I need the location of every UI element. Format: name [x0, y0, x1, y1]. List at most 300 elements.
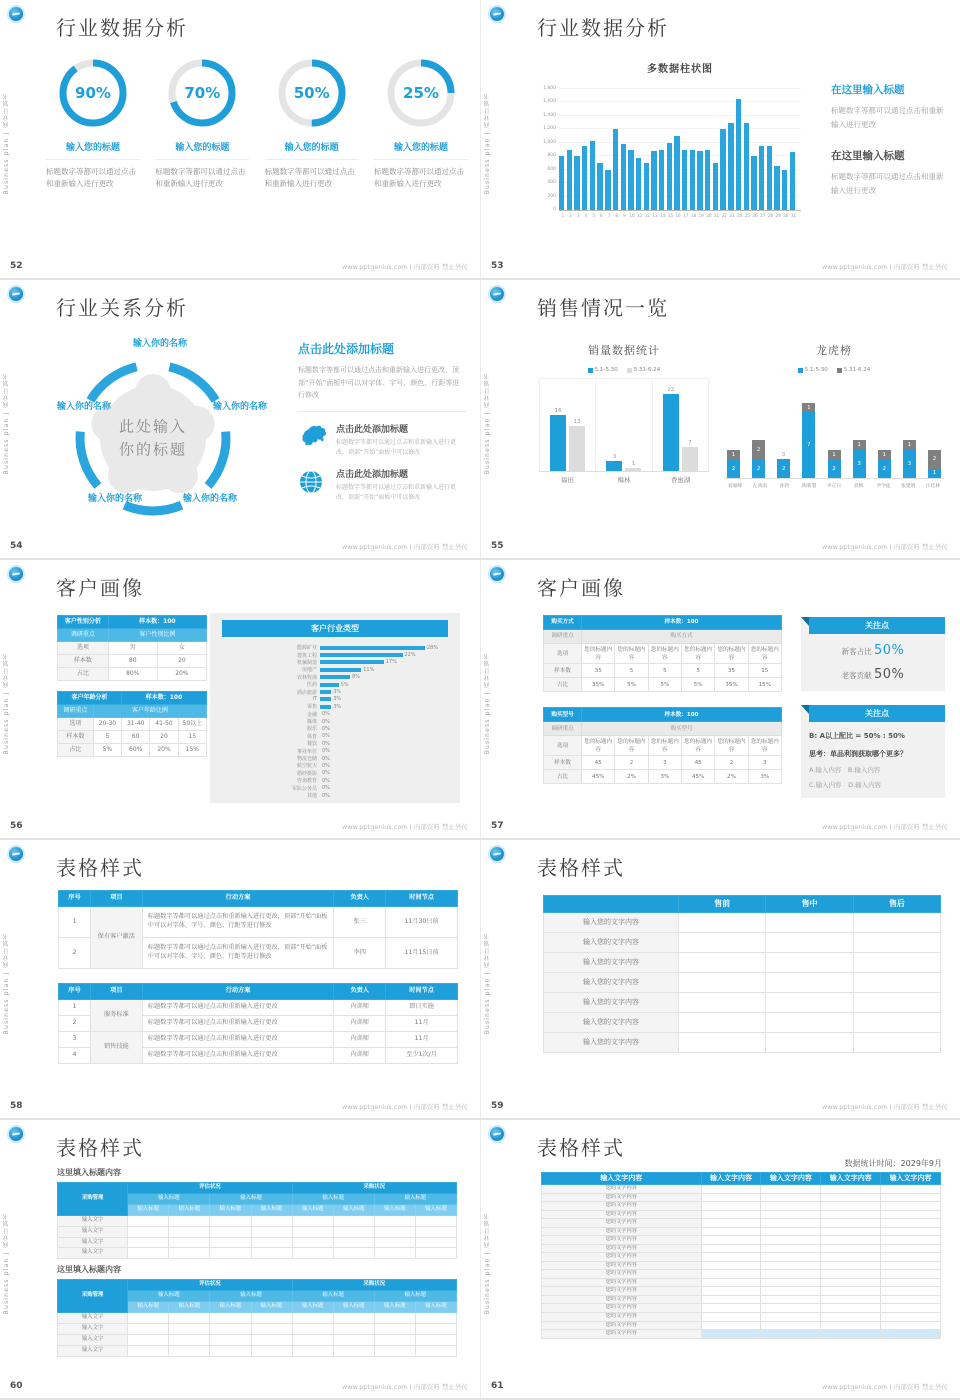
- cell: [881, 1185, 941, 1194]
- cell: [210, 1226, 251, 1237]
- slide-52[interactable]: [0, 0, 480, 278]
- action-plan-tables: [58, 890, 458, 1078]
- cell: [881, 1312, 941, 1321]
- cell: [821, 1244, 881, 1253]
- cell: 输入标题: [210, 1205, 251, 1216]
- cell: [821, 1287, 881, 1296]
- panel-header: 关注点: [809, 617, 945, 634]
- hbar-chart-title: 客户行业类型: [222, 620, 448, 637]
- x-tick-label: 刘嘉峰: [727, 484, 743, 489]
- side-watermark: Business plan | 商业计划书: [484, 372, 491, 475]
- header-cell: 行动方案: [142, 984, 334, 1000]
- cell: 输入您的文字内容: [544, 913, 679, 933]
- cell: 输入标题: [128, 1291, 210, 1302]
- bar: [320, 675, 350, 679]
- bar: [682, 447, 698, 472]
- hbar-row: [220, 733, 450, 740]
- donut-item: [265, 56, 359, 191]
- x-tick-label: 18: [690, 213, 697, 218]
- cell: [169, 1237, 210, 1248]
- cell: [374, 1226, 415, 1237]
- data-tables: [57, 615, 207, 767]
- cell: 输入文字: [58, 1226, 128, 1237]
- section-heading: 点击此处添加标题: [298, 342, 395, 356]
- cell: [374, 1237, 415, 1248]
- cell: [761, 1304, 821, 1313]
- cell: 输入您的文字内容: [544, 1013, 679, 1033]
- cell: [210, 1248, 251, 1259]
- legend-label: 5.31-6.24: [843, 367, 871, 373]
- side-watermark: Business plan | 商业计划书: [484, 652, 491, 755]
- cell: 您的文字内容: [542, 1287, 702, 1296]
- slide-59[interactable]: [480, 840, 960, 1118]
- cell: [701, 1295, 761, 1304]
- x-tick-label: 7: [607, 213, 611, 218]
- x-tick-label: 11: [637, 213, 643, 218]
- bar: [605, 170, 610, 210]
- slide-61[interactable]: [480, 1120, 960, 1398]
- cell: 15%: [178, 744, 206, 757]
- donut-title: 输入您的标题: [46, 140, 140, 160]
- cell: [761, 1193, 821, 1202]
- cell: 3: [748, 756, 781, 770]
- segment-bottom: 7: [802, 412, 815, 478]
- header-cell: 采购管理: [58, 1280, 128, 1313]
- cell: [333, 1313, 374, 1324]
- hbar-label: 房地产: [301, 667, 317, 674]
- page-number: 56: [10, 821, 23, 831]
- cell: [881, 1304, 941, 1313]
- cell: [766, 973, 853, 993]
- stacked-bar: [853, 440, 866, 478]
- cell: 张三: [334, 907, 386, 938]
- hbar-row: [220, 762, 450, 769]
- donut-title: 输入您的标题: [265, 140, 359, 160]
- y-tick-label: 0: [553, 207, 556, 212]
- y-tick-label: 800: [547, 153, 556, 159]
- page-number: 55: [491, 541, 504, 551]
- x-tick-label: 14: [660, 213, 666, 218]
- side-watermark: Business plan | 商业计划书: [484, 1212, 491, 1315]
- cell: 41-50: [150, 718, 178, 731]
- slide-60[interactable]: [0, 1120, 480, 1398]
- segment-top: 1: [727, 450, 740, 459]
- value-label: 0%: [322, 711, 330, 718]
- value-label: 17%: [385, 659, 397, 666]
- bar: [621, 144, 626, 210]
- footer-text: www.pptgenius.com | 内部资料 禁止外传: [341, 543, 468, 551]
- cell: 您的标题内容: [748, 644, 781, 664]
- cell: 您的文字内容: [542, 1244, 702, 1253]
- segment-top: 2: [928, 450, 941, 469]
- cell: 标题数字等都可以通过点击和重新输入进行更改，顶部“开始”面板中可以对字体、字号、颜色、行距等进行修改: [142, 907, 334, 938]
- value-label: 0%: [322, 733, 330, 740]
- slide-58[interactable]: [0, 840, 480, 1118]
- header-cell: 样本数：100: [108, 616, 206, 629]
- hbar-row: [220, 777, 450, 784]
- bar: [682, 150, 687, 211]
- table-caption: 这里填入标题内容: [57, 1265, 121, 1275]
- cell: [881, 1227, 941, 1236]
- header-cell: 输入文字内容: [881, 1173, 941, 1185]
- legend-label: 5.31-6.24: [633, 367, 661, 373]
- hbar-label: 其他: [306, 793, 317, 799]
- cell: 1: [59, 1000, 91, 1016]
- page-number: 53: [491, 261, 504, 271]
- bar: [774, 166, 779, 210]
- brand-logo-icon: [9, 567, 23, 581]
- header-cell: 时间节点: [386, 891, 458, 907]
- bar: [320, 705, 331, 709]
- hbar-label: 餐饮: [306, 741, 317, 748]
- bar: [320, 683, 339, 687]
- cell: 样本数: [58, 655, 109, 668]
- header-cell: 序号: [59, 891, 91, 907]
- hbar-label: 航空航天: [296, 763, 317, 770]
- hbar-label: 体育: [306, 733, 317, 740]
- hbar-label: 零售: [306, 704, 317, 711]
- cell: 您的标题内容: [748, 736, 781, 756]
- cell: [701, 1304, 761, 1313]
- cell: [169, 1313, 210, 1324]
- slide-56[interactable]: [0, 560, 480, 838]
- hbar-label: 机械制造: [296, 659, 317, 666]
- cell: [701, 1270, 761, 1279]
- cell: 20: [157, 655, 206, 668]
- cell: 样本数: [544, 664, 582, 678]
- header-cell: 负责人: [334, 891, 386, 907]
- brand-logo-icon: [490, 567, 504, 581]
- header-cell: 项目: [90, 984, 142, 1000]
- cell: 您的文字内容: [542, 1193, 702, 1202]
- x-tick-label: 李正日: [826, 484, 842, 489]
- cell: 80%: [108, 668, 157, 681]
- cell: [821, 1330, 881, 1339]
- cell: 45: [682, 756, 715, 770]
- bar: [674, 136, 679, 210]
- x-tick-label: 孙铃: [779, 484, 790, 489]
- side-watermark: Business plan | 商业计划书: [3, 652, 10, 755]
- header-cell: 采购状况: [292, 1183, 456, 1194]
- cell: [766, 953, 853, 973]
- cell: 输入标题: [292, 1194, 374, 1205]
- cell: 输入文字: [58, 1313, 128, 1324]
- brand-logo-icon: [490, 847, 504, 861]
- cell: [853, 1033, 940, 1053]
- bar: [606, 461, 622, 472]
- cell: 输入标题: [128, 1205, 169, 1216]
- bar-group: [653, 379, 709, 471]
- cell: 35%: [582, 678, 615, 692]
- bar: [782, 170, 787, 210]
- cell: [292, 1324, 333, 1335]
- diagram-node-label: 输入你的名称: [87, 493, 142, 504]
- cell: [701, 1244, 761, 1253]
- slide-55[interactable]: [480, 280, 960, 558]
- value-label: 28%: [427, 644, 439, 651]
- donut-title: 输入您的标题: [374, 140, 468, 160]
- bar: [567, 150, 572, 211]
- bar: [320, 653, 403, 657]
- cell: [761, 1202, 821, 1211]
- cell: [415, 1248, 456, 1259]
- cell: 输入您的文字内容: [544, 953, 679, 973]
- cell: 您的文字内容: [542, 1219, 702, 1228]
- brand-logo-icon: [9, 7, 23, 21]
- cell: 5: [93, 731, 121, 744]
- bar: [659, 150, 664, 211]
- cell: 35: [715, 664, 748, 678]
- x-tick-label: 28: [767, 213, 773, 218]
- page-number: 52: [10, 261, 23, 271]
- china-map-icon: [298, 424, 328, 450]
- info-item: [298, 422, 466, 458]
- cell: [415, 1334, 456, 1345]
- bar: [767, 146, 772, 211]
- procurement-tables: [57, 1162, 457, 1357]
- highlight-panel: [801, 617, 945, 691]
- cell: 15: [178, 731, 206, 744]
- info-item: [298, 467, 466, 503]
- x-tick-label: 10: [629, 213, 635, 218]
- x-tick-label: 1: [561, 213, 565, 218]
- cell: 占比: [544, 678, 582, 692]
- cell: 您的标题内容: [715, 736, 748, 756]
- hbar-label: 能源矿业: [296, 645, 317, 652]
- cell: 您的文字内容: [542, 1321, 702, 1330]
- cell: 输入标题: [128, 1194, 210, 1205]
- x-tick-label: 25: [744, 213, 750, 218]
- cell: 输入标题: [251, 1205, 292, 1216]
- bar: [790, 152, 795, 211]
- page-number: 59: [491, 1101, 504, 1111]
- text-blocks: [298, 340, 466, 513]
- cell: [766, 993, 853, 1013]
- cell: 标题数字等都可以通过点击和重新输入进行更改: [142, 1016, 334, 1032]
- cell: 标题数字等都可以通过点击和重新输入进行更改，顶部“开始”面板中可以对字体、字号、颜色、行距等进行修改: [142, 938, 334, 969]
- x-tick-label: 张建明: [901, 484, 916, 489]
- x-tick-label: 13: [652, 213, 658, 218]
- side-watermark: Business plan | 商业计划书: [3, 372, 10, 475]
- x-tick-label: 20: [706, 213, 712, 218]
- cell: 占比: [58, 668, 109, 681]
- chart-plot: [539, 378, 709, 472]
- cell: [415, 1324, 456, 1335]
- value-label: 0%: [322, 762, 330, 769]
- cell: [333, 1345, 374, 1356]
- table: [543, 707, 782, 784]
- cell: 您的文字内容: [542, 1185, 702, 1194]
- donut-title: 输入您的标题: [155, 140, 249, 160]
- cell: [292, 1334, 333, 1345]
- cell: [169, 1345, 210, 1356]
- table-caption: 这里填入标题内容: [57, 1168, 121, 1177]
- stat-label: 老客贡献: [841, 671, 874, 680]
- bar: [713, 163, 718, 210]
- x-tick-label: 17: [683, 213, 689, 218]
- x-tick-label: 12: [644, 213, 650, 218]
- brand-logo-icon: [490, 287, 504, 301]
- chart-plot: [543, 86, 801, 212]
- cell: 输入您的文字内容: [544, 993, 679, 1013]
- cell: 您的文字内容: [542, 1304, 702, 1313]
- section-body: 标题数字等都可以通过点击和重新输入进行更改，顶部“开始”面板中可以对字体、字号、颜色、行距等进行修改: [298, 364, 466, 412]
- cell: [853, 953, 940, 973]
- grouped-bar-chart: [539, 342, 709, 484]
- slide-53[interactable]: [480, 0, 960, 278]
- cell: [853, 1013, 940, 1033]
- cell: [881, 1193, 941, 1202]
- panel-line: C.输入内容 D.输入内容: [809, 781, 882, 789]
- chart-legend: [724, 367, 944, 373]
- footer-text: www.pptgenius.com | 内部资料 禁止外传: [821, 1103, 948, 1111]
- y-tick-label: 1,200: [543, 126, 556, 132]
- cell: [881, 1236, 941, 1245]
- cell: [374, 1248, 415, 1259]
- hbar-row: [220, 718, 450, 725]
- page-title: 表格样式: [537, 1136, 625, 1160]
- slide-57[interactable]: [480, 560, 960, 838]
- hbar-label: 婚纱摄影: [296, 770, 317, 777]
- hbar-row: [220, 711, 450, 718]
- legend-item: [798, 367, 828, 373]
- cell: [128, 1226, 169, 1237]
- side-watermark: Business plan | 商业计划书: [484, 932, 491, 1035]
- header-cell: 输入文字内容: [821, 1173, 881, 1185]
- hbar-row: [220, 725, 450, 732]
- cell: [701, 1330, 761, 1339]
- header-cell: 客户年龄分析: [58, 692, 122, 705]
- section-body: 标题数字等都可以通过点击和重新输入进行更改: [831, 106, 944, 129]
- bar: [320, 690, 331, 694]
- cell: 内训师: [334, 1016, 386, 1032]
- cell: 输入文字: [58, 1345, 128, 1356]
- cell: 您的文字内容: [542, 1278, 702, 1287]
- hbar-label: IT: [312, 696, 317, 703]
- cell: [333, 1248, 374, 1259]
- segment-bottom: 2: [752, 459, 765, 478]
- cell: 您的文字内容: [542, 1270, 702, 1279]
- cell: 5: [615, 664, 648, 678]
- value-label: 0%: [322, 718, 330, 725]
- x-axis: [559, 213, 801, 218]
- stat-line: [801, 643, 945, 658]
- cell: 45: [582, 756, 615, 770]
- cell: 标题数字等都可以通过点击和重新输入进行更改: [142, 1000, 334, 1016]
- value-label: 0%: [322, 748, 330, 755]
- cell: [761, 1278, 821, 1287]
- slide-54[interactable]: [0, 280, 480, 558]
- header-cell: 采购状况: [292, 1280, 456, 1291]
- cell: [292, 1237, 333, 1248]
- header-cell: 序号: [59, 984, 91, 1000]
- value-label: 0%: [322, 792, 330, 799]
- cell: [821, 1261, 881, 1270]
- table: [58, 890, 458, 969]
- donut-chart-row: [46, 56, 468, 191]
- cell: [678, 933, 765, 953]
- cell: 样本数: [58, 731, 94, 744]
- value-label: 22: [667, 387, 675, 393]
- cell: 输入您的文字内容: [544, 1033, 679, 1053]
- cell: 20%: [157, 668, 206, 681]
- cell: 您的文字内容: [542, 1295, 702, 1304]
- cell: [701, 1253, 761, 1262]
- header-cell: 负责人: [334, 984, 386, 1000]
- cell: 占比: [544, 770, 582, 784]
- cell: 输入文字: [58, 1334, 128, 1345]
- cell: [761, 1185, 821, 1194]
- segment-top: 1: [903, 440, 916, 449]
- cell: 输入文字: [58, 1248, 128, 1259]
- cell: 输入标题: [374, 1302, 415, 1313]
- bar-chart: [531, 60, 801, 218]
- cell: [881, 1287, 941, 1296]
- cell: 内训师: [334, 1000, 386, 1016]
- value-label: 8%: [352, 674, 360, 681]
- y-tick-label: 1,600: [543, 99, 556, 105]
- cell: 输入标题: [333, 1205, 374, 1216]
- cell: 您的标题内容: [715, 644, 748, 664]
- cell: 您的标题内容: [615, 644, 648, 664]
- page-title: 行业数据分析: [537, 16, 669, 40]
- side-watermark: Business plan | 商业计划书: [3, 1212, 10, 1315]
- x-tick-label: 陶新慧: [802, 484, 817, 489]
- header-cell: 客户性别分析: [58, 616, 109, 629]
- cell: 5%: [682, 678, 715, 692]
- panel-line: B: A以上配比 = 50% : 50%: [809, 732, 905, 740]
- data-tables: [543, 615, 782, 799]
- chart-title: 多数据柱状图: [647, 64, 713, 75]
- stacked-bar: [828, 450, 841, 478]
- bar: [736, 99, 741, 210]
- info-text: [336, 467, 466, 503]
- stacked-bar-chart: [724, 342, 944, 489]
- legend-swatch: [837, 368, 842, 373]
- cell: [761, 1295, 821, 1304]
- info-title: 点击此处添加标题: [336, 424, 409, 435]
- bar: [625, 468, 641, 472]
- value-label: 3%: [333, 696, 342, 703]
- donut-item: [46, 56, 140, 191]
- x-tick-label: 16: [675, 213, 681, 218]
- x-tick-label: 29: [775, 213, 781, 218]
- cell: 您的标题内容: [682, 736, 715, 756]
- table: [57, 1182, 457, 1259]
- page-number: 58: [10, 1101, 23, 1111]
- hbar-row: [220, 703, 450, 710]
- cell: [210, 1216, 251, 1227]
- cell: [701, 1312, 761, 1321]
- donut-chart: [165, 56, 239, 130]
- cell: 内训师: [334, 1048, 386, 1064]
- cell: [210, 1324, 251, 1335]
- donut-body: 标题数字等都可以通过点击和重新输入进行更改: [373, 167, 464, 189]
- cell: [169, 1248, 210, 1259]
- cell: 输入您的文字内容: [544, 973, 679, 993]
- header-cell: 售前: [678, 896, 765, 913]
- segment-top: 2: [752, 440, 765, 459]
- header-cell: 输入文字内容: [542, 1173, 702, 1185]
- x-tick-label: 香蜜湖: [670, 476, 691, 484]
- bar: [751, 156, 756, 210]
- cell: [821, 1278, 881, 1287]
- cell: [761, 1210, 821, 1219]
- header-cell: 样本数：100: [582, 616, 782, 630]
- hbar-row: [220, 688, 450, 695]
- cell: 选项: [544, 644, 582, 664]
- cell: [333, 1334, 374, 1345]
